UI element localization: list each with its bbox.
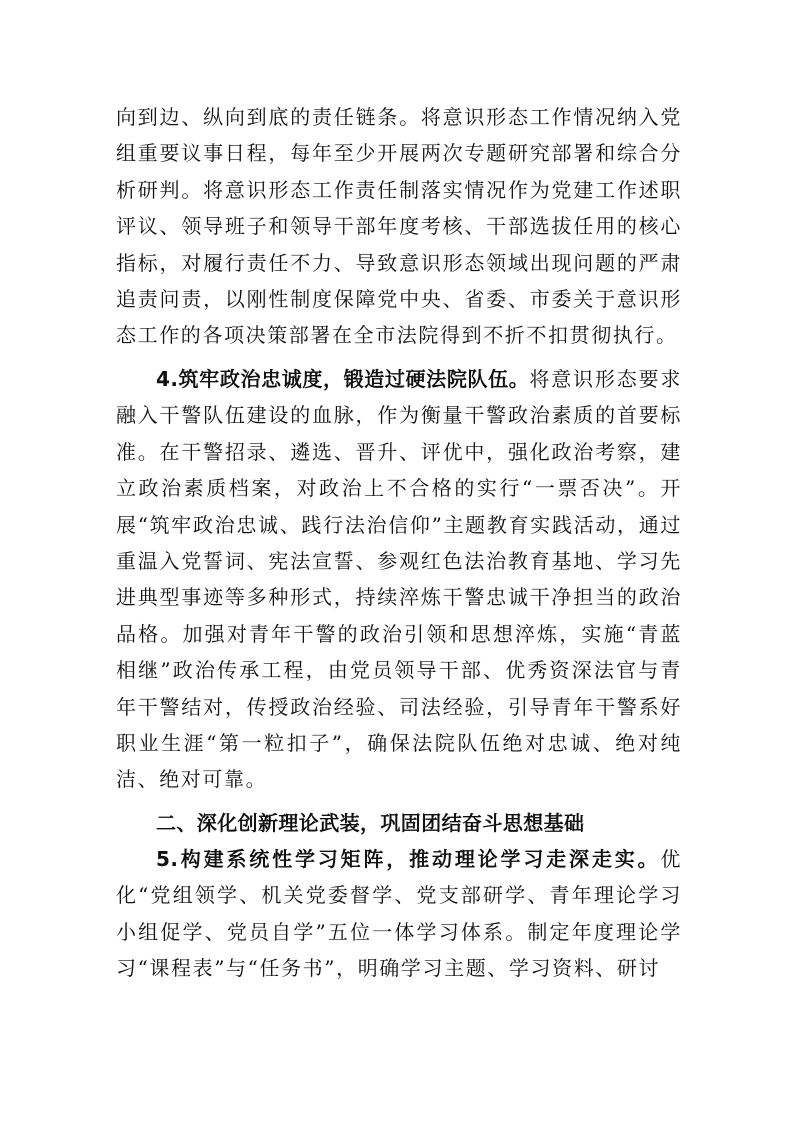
paragraph-heading-4: 4.筑牢政治忠诚度，锻造过硬法院队伍。 [156, 367, 530, 391]
paragraph-political-loyalty [116, 361, 682, 798]
paragraph-body-4: 将意识形态要求融入干警队伍建设的血脉，作为衡量干警政治素质的首要标准。在干警招录、遴选、晋升、评优中，强化政治考察，建立政治素质档案，对政治上不合格的实行“一票否决”。开展“筑牢政治忠诚、践行法治信仰”主题教育实践活动，通过重温入党誓词、宪法宣誓、参观红色法治教育基地、学习先进典型事迹等多种形式，持续淬炼干警忠诚干净担当的政治品格。加强对青年干警的政治引领和思想淬炼，实施“青蓝相继”政治传承工程，由党员领导干部、优秀资深法官与青年干警结对，传授政治经验、司法经验，引导青年干警系好职业生涯“第一粒扣子”，确保法院队伍绝对忠诚、绝对纯洁、绝对可靠。 [116, 367, 682, 792]
paragraph-heading-5: 5.构建系统性学习矩阵，推动理论学习走深走实。 [156, 847, 661, 871]
paragraph-responsibility-chain: 向到边、纵向到底的责任链条。将意识形态工作情况纳入党组重要议事日程，每年至少开展两次专题研究部署和综合分析研判。将意识形态工作责任制落实情况作为党建工作述职评议、领导班子和领导干部年度考核、干部选拔任用的核心指标，对履行责任不力、导致意识形态领域出现问题的严肃追责问责，以刚性制度保障党中央、省委、市委关于意识形态工作的各项决策部署在全市法院得到不折不扣贯彻执行。 [116, 105, 682, 348]
section-heading-2: 二、深化创新理论武装，巩固团结奋斗思想基础 [156, 811, 585, 835]
paragraph-body-5: 优化“党组领学、机关党委督学、党支部研学、青年理论学习小组促学、党员自学”五位一体学习体系。制定年度理论学习“课程表”与“任务书”，明确学习主题、学习资料、研讨 [116, 847, 682, 981]
paragraph-learning-matrix [116, 841, 682, 987]
